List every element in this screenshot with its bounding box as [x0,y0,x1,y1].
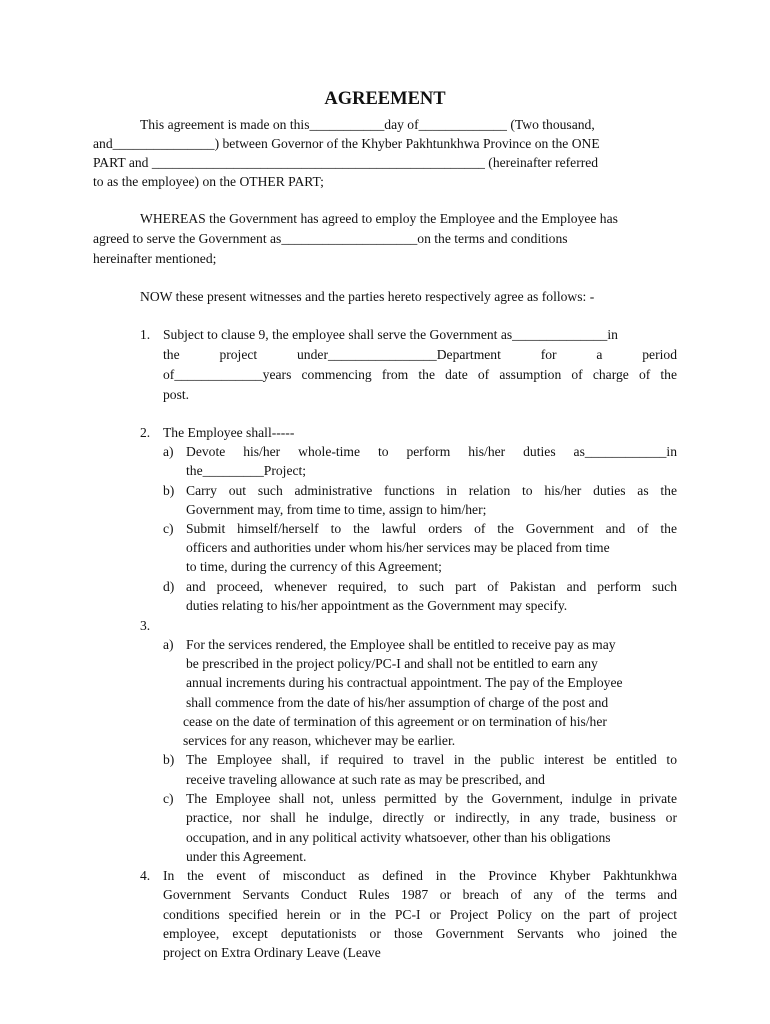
clause-1-number: 1. [140,327,151,342]
clause-3c-line-1: The Employee shall not, unless permitted by the Government, indulge in private [186,791,677,806]
clause-2a-label: a) [163,444,174,459]
clause-3a-line-1: For the services rendered, the Employee shall be entitled to receive pay as may [186,637,616,652]
document-title: AGREEMENT [324,89,446,109]
clause-3a-line-4: shall commence from the date of his/her assumption of charge of the post and [186,695,609,710]
clause-1-line-3: of_____________years commencing from the date of assumption of charge of the [163,367,677,382]
clause-2a-line-2: the_________Project; [186,463,307,478]
clause-3a-line-2: be prescribed in the project policy/PC-I and shall not be entitled to earn any [186,656,598,671]
clause-1-line-2: the project under________________Department for a period [163,347,677,362]
clause-3-number: 3. [140,618,151,633]
clause-2c-label: c) [163,521,174,536]
clause-4-line-1: In the event of misconduct as defined in the Province Khyber Pakhtunkhwa [163,868,677,883]
intro-line-4: to as the employee) on the OTHER PART; [93,174,324,189]
clause-2c-line-1: Submit himself/herself to the lawful orders of the Government and of the [186,521,677,536]
clause-2c-line-3: to time, during the currency of this Agreement; [186,559,442,574]
clause-4-line-5: project on Extra Ordinary Leave (Leave [163,945,381,960]
clause-4-line-2: Government Servants Conduct Rules 1987 or breach of any of the terms and [163,887,677,902]
whereas-line-3: hereinafter mentioned; [93,251,217,266]
now-paragraph: NOW these present witnesses and the parties hereto respectively agree as follows: - [140,289,595,304]
clause-2d-line-2: duties relating to his/her appointment as the Government may specify. [186,598,568,613]
clause-3a-line-5: cease on the date of termination of this agreement or on termination of his/her [183,714,607,729]
clause-2c-line-2: officers and authorities under whom his/her services may be placed from time [186,540,610,555]
clause-3c-line-2: practice, nor shall he indulge, directly or indirectly, in any trade, business or [186,810,677,825]
clause-3c-label: c) [163,791,174,806]
clause-3b-label: b) [163,752,175,767]
clause-1-line-4: post. [163,387,190,402]
intro-line-3: PART and _________________________________________________ (hereinafter referred [93,155,599,170]
whereas-line-2: agreed to serve the Government as____________________on the terms and conditions [93,231,568,246]
clause-3c-line-4: under this Agreement. [186,849,307,864]
clause-3a-line-6: services for any reason, whichever may be earlier. [183,733,456,748]
clause-3b-line-2: receive traveling allowance at such rate as may be prescribed, and [186,772,545,787]
clause-3c-line-3: occupation, and in any political activity whatsoever, other than his obligations [186,830,611,845]
clause-4-line-3: conditions specified herein or in the PC-I or Project Policy on the part of project [163,907,677,922]
intro-line-2: and_______________) between Governor of the Khyber Pakhtunkhwa Province on the ONE [93,136,600,151]
clause-3a-label: a) [163,637,174,652]
clause-3a-line-3: annual increments during his contractual appointment. The pay of the Employee [186,675,623,690]
clause-4-number: 4. [140,868,151,883]
whereas-line-1: WHEREAS the Government has agreed to employ the Employee and the Employee has [140,211,618,226]
clause-2a-line-1: Devote his/her whole-time to perform his/her duties as____________in [186,444,677,459]
clause-2b-line-2: Government may, from time to time, assign to him/her; [186,502,487,517]
clause-4-line-4: employee, except deputationists or those Government Servants who joined the [163,926,677,941]
clause-3b-line-1: The Employee shall, if required to travel in the public interest be entitled to [186,752,677,767]
clause-1-line-1: Subject to clause 9, the employee shall serve the Government as______________in [163,327,618,342]
clause-2b-label: b) [163,483,175,498]
clause-2d-line-1: and proceed, whenever required, to such part of Pakistan and perform such [186,579,677,594]
clause-2-number: 2. [140,425,151,440]
clause-2d-label: d) [163,579,175,594]
clause-2b-line-1: Carry out such administrative functions in relation to his/her duties as the [186,483,677,498]
clause-2-heading: The Employee shall----- [163,425,295,440]
intro-line-1: This agreement is made on this___________day of_____________ (Two thousand, [140,117,595,132]
